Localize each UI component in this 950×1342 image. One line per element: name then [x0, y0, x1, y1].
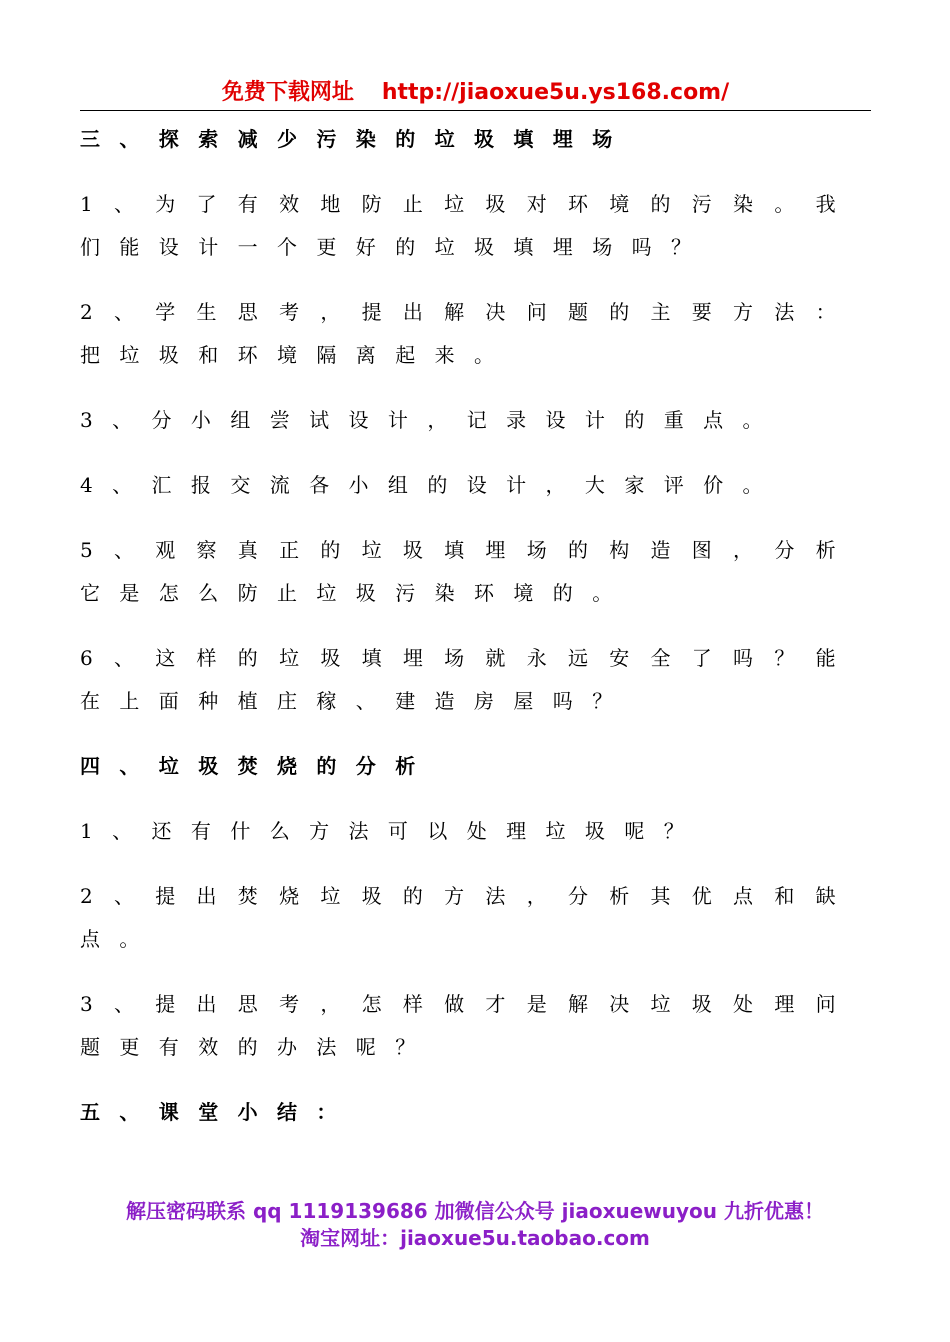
header-label: 免费下载网址: [221, 80, 354, 105]
paragraph: 2、提出焚烧垃圾的方法，分析其优点和缺点。: [80, 884, 855, 951]
paragraph: 3、提出思考，怎样做才是解决垃圾处理问题更有效的办法呢？: [80, 992, 855, 1059]
footer-contact-line: 解压密码联系 qq 1119139686 加微信公众号 jiaoxuewuyou 九折优惠！: [126, 1199, 824, 1223]
paragraph: 2、学生思考，提出解决问题的主要方法：把垃圾和环境隔离起来。: [80, 300, 855, 367]
paragraph: 3、分小组尝试设计，记录设计的重点。: [80, 408, 782, 432]
section-heading-4: 四、垃圾焚烧的分析: [80, 754, 435, 778]
paragraph: 1、还有什么方法可以处理垃圾呢？: [80, 819, 704, 843]
paragraph: 1、为了有效地防止垃圾对环境的污染。我们能设计一个更好的垃圾填埋场吗？: [80, 192, 855, 259]
page-footer: [60, 1197, 890, 1251]
paragraph: 5、观察真正的垃圾填埋场的构造图，分析它是怎么防止垃圾污染环境的。: [80, 538, 855, 605]
header-url-link[interactable]: http://jiaoxue5u.ys168.com/: [381, 80, 730, 105]
footer-shop-link[interactable]: 淘宝网址：jiaoxue5u.taobao.com: [300, 1226, 650, 1250]
section-heading-3: 三、探索减少污染的垃圾填埋场: [80, 127, 632, 151]
document-body: [80, 118, 855, 1156]
page-header: [80, 76, 871, 111]
paragraph: 4、汇报交流各小组的设计，大家评价。: [80, 473, 782, 497]
paragraph: 6、这样的垃圾填埋场就永远安全了吗？能在上面种植庄稼、建造房屋吗？: [80, 646, 855, 713]
section-heading-5: 五、课堂小结：: [80, 1100, 356, 1124]
